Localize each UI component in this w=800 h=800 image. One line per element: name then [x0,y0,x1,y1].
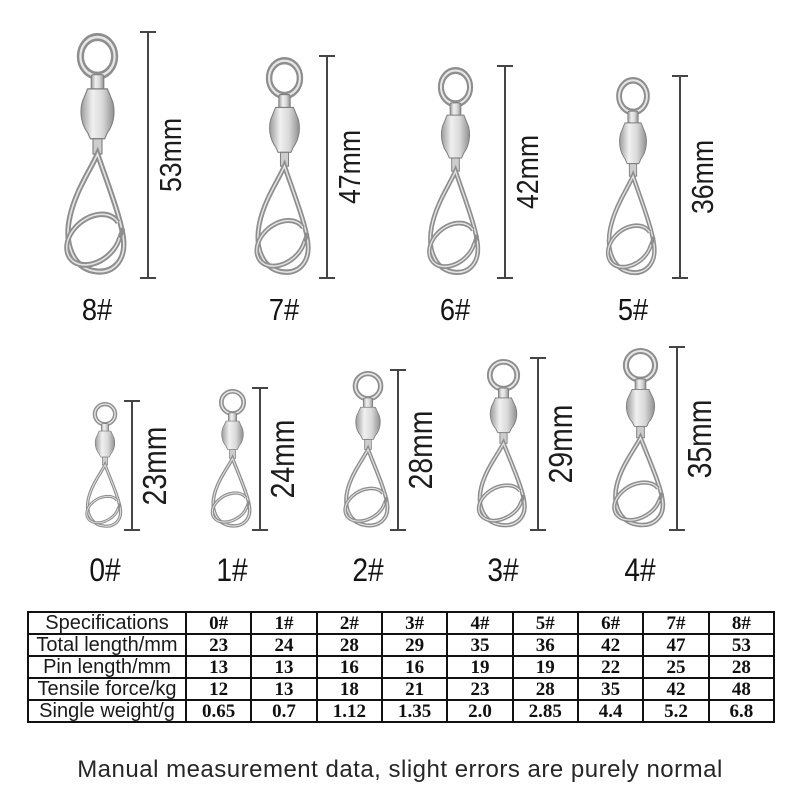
length-label-1: 24mm [264,419,301,499]
spec-cell: 42 [643,678,708,700]
spec-cell: 6# [578,612,643,634]
spec-cell: 1.35 [382,700,447,722]
spec-cell: 22 [578,656,643,678]
spec-cell: 7# [643,612,708,634]
spec-row-header: Tensile force/kg [28,678,186,700]
spec-cell: 25 [643,656,708,678]
footer-note: Manual measurement data, slight errors are purely normal [77,756,723,783]
spec-cell: 16 [317,656,382,678]
spec-cell: 13 [251,656,316,678]
spec-cell: 4.4 [578,700,643,722]
length-label-0: 23mm [136,426,173,505]
spec-cell: 5# [513,612,578,634]
swivel-snap-graphic-3 [471,359,536,529]
size-label-6: 6# [439,292,471,327]
length-label-6: 42mm [510,134,545,210]
spec-cell: 53 [709,634,774,656]
spec-cell: 19 [513,656,578,678]
spec-cell: 18 [317,678,382,700]
spec-table-row-1 [28,634,774,656]
spec-cell: 23 [447,678,512,700]
measurement-line-1 [259,387,261,531]
spec-row-header: Single weight/g [28,700,186,722]
measurement-line-6 [504,65,506,279]
size-label-8: 8# [81,292,113,327]
spec-cell: 5.2 [643,700,708,722]
spec-table-row-2 [28,656,774,678]
spec-table-row-0 [28,612,774,634]
swivel-snap-graphic-4 [606,348,675,529]
spec-cell: 2# [317,612,382,634]
spec-cell: 2.0 [447,700,512,722]
spec-cell: 0# [186,612,251,634]
spec-table-row-4 [28,700,774,722]
spec-row-header: Specifications [28,612,186,634]
length-label-5: 36mm [685,139,720,215]
spec-row-header: Pin length/mm [28,656,186,678]
measurement-line-7 [326,55,328,279]
size-label-0: 0# [89,552,121,588]
spec-cell: 0.7 [251,700,316,722]
swivel-snap-graphic-0 [81,402,129,529]
spec-cell: 28 [513,678,578,700]
spec-cell: 42 [578,634,643,656]
measurement-line-8 [147,31,149,279]
spec-table [27,611,775,723]
length-label-4: 35mm [681,399,718,478]
spec-cell: 1# [251,612,316,634]
measurement-line-2 [397,369,399,531]
size-label-4: 4# [624,552,656,588]
spec-cell: 48 [709,678,774,700]
spec-cell: 21 [382,678,447,700]
spec-row-header: Total length/mm [28,634,186,656]
swivel-snap-graphic-6 [421,67,490,277]
swivel-snap-graphic-8 [57,33,138,277]
swivel-snap-graphic-5 [600,77,666,277]
measurement-line-3 [537,357,539,531]
spec-cell: 0.65 [186,700,251,722]
spec-cell: 24 [251,634,316,656]
spec-cell: 19 [447,656,512,678]
spec-cell: 3# [382,612,447,634]
spec-cell: 13 [251,678,316,700]
measurement-line-5 [679,75,681,279]
measurement-line-0 [131,400,133,531]
spec-cell: 36 [513,634,578,656]
swivel-snap-graphic-2 [338,371,398,529]
size-label-5: 5# [617,292,649,327]
swivel-snap-graphic-1 [206,389,259,529]
length-label-2: 28mm [402,410,439,490]
spec-cell: 28 [709,656,774,678]
spec-cell: 47 [643,634,708,656]
spec-cell: 4# [447,612,512,634]
swivel-snap-graphic-7 [248,57,321,277]
size-label-1: 1# [216,552,248,588]
spec-cell: 1.12 [317,700,382,722]
length-label-3: 29mm [542,404,579,484]
size-label-7: 7# [268,292,300,327]
spec-cell: 35 [447,634,512,656]
spec-table-row-3 [28,678,774,700]
length-label-8: 53mm [153,117,188,193]
spec-cell: 13 [186,656,251,678]
size-label-2: 2# [352,552,384,588]
spec-cell: 35 [578,678,643,700]
spec-cell: 28 [317,634,382,656]
spec-cell: 29 [382,634,447,656]
spec-cell: 8# [709,612,774,634]
measurement-line-4 [676,346,678,531]
size-label-3: 3# [487,552,519,588]
spec-cell: 2.85 [513,700,578,722]
spec-cell: 16 [382,656,447,678]
spec-cell: 6.8 [709,700,774,722]
spec-cell: 12 [186,678,251,700]
spec-cell: 23 [186,634,251,656]
length-label-7: 47mm [332,129,367,205]
